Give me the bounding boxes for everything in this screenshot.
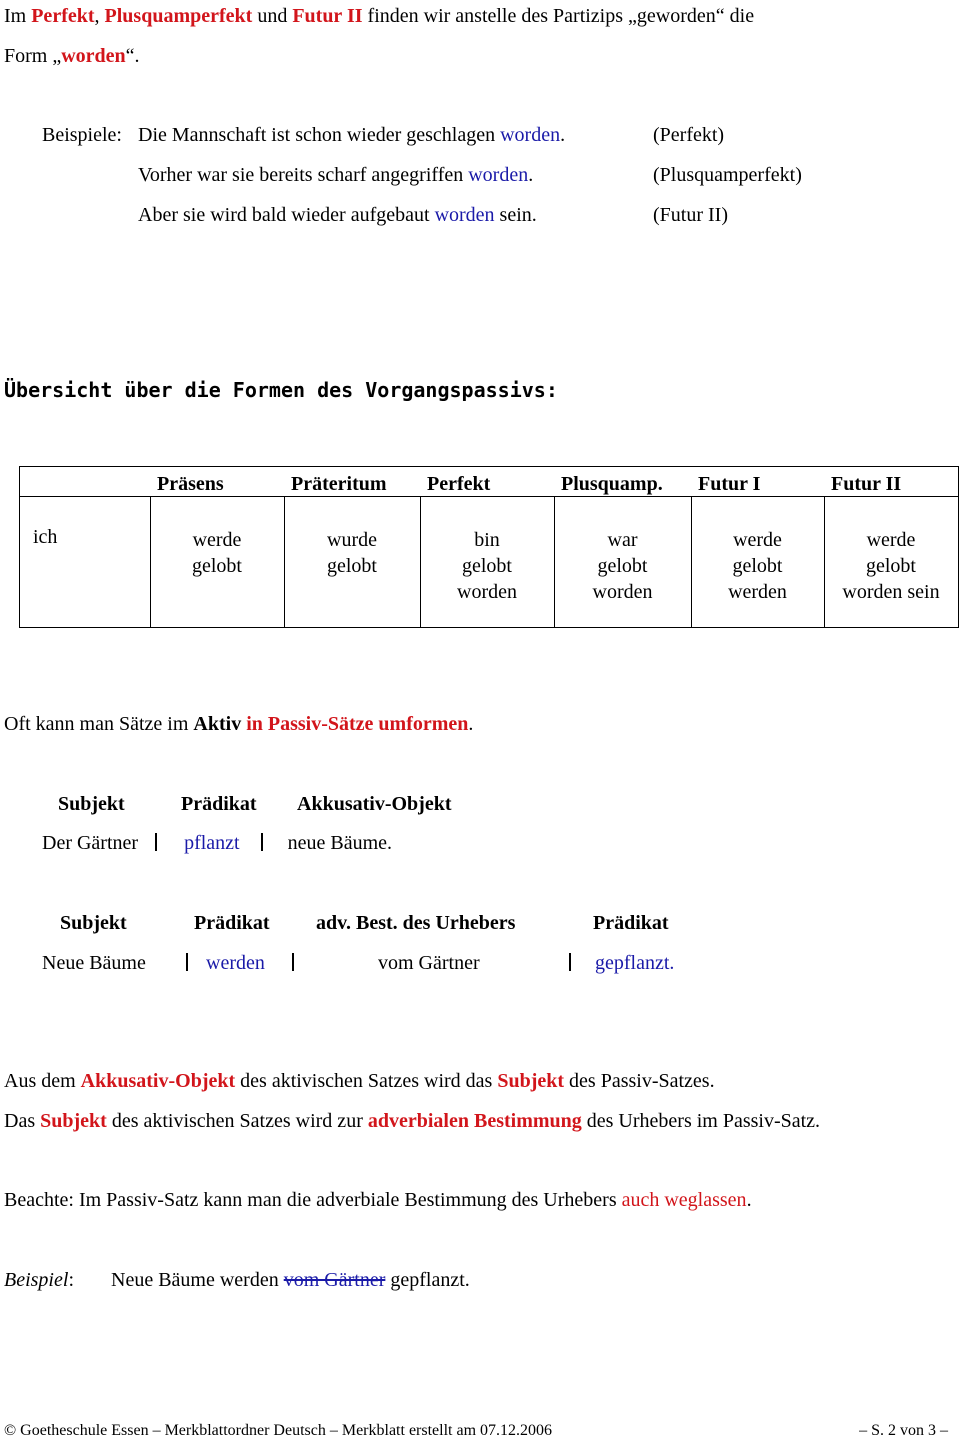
- cell-line: worden: [457, 581, 517, 603]
- intro-word: Im: [4, 5, 27, 27]
- separator: [292, 953, 294, 971]
- rule-text: Aus dem: [4, 1070, 76, 1092]
- passive-agent: vom Gärtner: [378, 952, 480, 974]
- passive-header-subject: Subjekt: [60, 912, 127, 934]
- rule-2: [4, 1111, 820, 1131]
- example2-text: Neue Bäume werden: [111, 1269, 279, 1291]
- cell-line: bin: [474, 529, 500, 551]
- table-cell: [150, 527, 284, 579]
- term-plusquamperfekt: Plusquamperfekt: [104, 5, 253, 27]
- separator: [569, 953, 571, 971]
- table-cell: [420, 527, 554, 605]
- term-akkusativ-objekt: Akkusativ-Objekt: [80, 1070, 236, 1092]
- cell-line: gelobt: [327, 555, 377, 577]
- cell-line: gelobt: [597, 555, 648, 577]
- passive-subject: Neue Bäume: [42, 952, 146, 974]
- active-header-predicate: Prädikat: [181, 793, 257, 815]
- table-row-label: ich: [33, 526, 58, 548]
- footer-left: © Goetheschule Essen – Merkblattordner Deutsch – Merkblatt erstellt am 07.12.2006: [4, 1422, 553, 1439]
- term-adverbiale-bestimmung: adverbialen Bestimmung: [367, 1110, 582, 1132]
- transform-text: Oft kann man Sätze im: [4, 713, 189, 735]
- term-futur-ii: Futur II: [292, 5, 363, 27]
- example-verb: worden: [468, 164, 529, 186]
- passive-participle: gepflanzt.: [595, 952, 675, 974]
- example2-sentence: [111, 1270, 470, 1290]
- rule-1: [4, 1071, 715, 1091]
- note-end: .: [746, 1189, 752, 1211]
- example-text: Vorher war sie bereits scharf angegriffen: [138, 164, 464, 186]
- separator: [261, 833, 263, 851]
- section-heading: Übersicht über die Formen des Vorgangspassivs:: [4, 378, 558, 402]
- intro-text: “.: [125, 45, 140, 67]
- example2-label-text: Beispiel: [4, 1269, 69, 1291]
- examples-label: Beispiele:: [42, 124, 122, 146]
- table-header: Präteritum: [291, 473, 387, 495]
- term-perfekt: Perfekt: [31, 5, 95, 27]
- table-header: Präsens: [157, 473, 224, 495]
- table-divider: [20, 496, 958, 497]
- table-cell: [824, 527, 958, 605]
- active-subject: Der Gärtner: [42, 832, 139, 854]
- cell-line: gelobt: [732, 555, 783, 577]
- cell-line: war: [607, 529, 638, 551]
- example2-label: [4, 1270, 74, 1290]
- separator: [186, 953, 188, 971]
- example-tense: (Plusquamperfekt): [653, 164, 802, 186]
- intro-word: und: [257, 5, 288, 27]
- example2-colon: :: [68, 1269, 74, 1291]
- active-sentence: [42, 833, 392, 853]
- cell-line: werde: [733, 529, 782, 551]
- active-verb: pflanzt: [184, 832, 240, 854]
- transform-end: .: [468, 713, 474, 735]
- passive-header-agent: adv. Best. des Urhebers: [316, 912, 516, 934]
- rule-text: des Urhebers im Passiv-Satz.: [586, 1110, 821, 1132]
- rule-text: des aktivischen Satzes wird zur: [111, 1110, 363, 1132]
- transform-sentence: [4, 714, 473, 734]
- cell-line: werde: [192, 529, 242, 551]
- note-text: Beachte: Im Passiv-Satz kann man die adverbiale Bestimmung des Urhebers: [4, 1189, 617, 1211]
- table-cell: [284, 527, 420, 579]
- example-text: Die Mannschaft ist schon wieder geschlagen: [138, 124, 496, 146]
- example-end: sein.: [494, 204, 537, 226]
- rule-text: des Passiv-Satzes.: [569, 1070, 715, 1092]
- cell-line: worden sein: [842, 581, 940, 603]
- active-header-object: Akkusativ-Objekt: [297, 793, 452, 815]
- passive-verb: werden: [206, 952, 265, 974]
- cell-line: gelobt: [866, 555, 916, 577]
- example-end: .: [528, 164, 534, 186]
- term-subjekt: Subjekt: [497, 1070, 565, 1092]
- separator: [155, 833, 157, 851]
- rule-text: Das: [4, 1110, 36, 1132]
- cell-line: worden: [592, 581, 653, 603]
- example2-struck-agent: vom Gärtner: [283, 1269, 386, 1291]
- table-header: Futur II: [831, 473, 902, 495]
- cell-line: werden: [728, 581, 787, 603]
- table-header: Perfekt: [427, 473, 491, 495]
- example-tense: (Perfekt): [653, 124, 725, 146]
- term-subjekt: Subjekt: [40, 1110, 107, 1132]
- rule-text: des aktivischen Satzes wird das: [240, 1070, 493, 1092]
- active-object: neue Bäume.: [287, 832, 392, 854]
- term-worden: worden: [61, 45, 126, 67]
- example-tense: (Futur II): [653, 204, 728, 226]
- cell-line: wurde: [327, 529, 377, 551]
- cell-line: gelobt: [192, 555, 242, 577]
- example-end: .: [560, 124, 566, 146]
- table-cell: [554, 527, 691, 605]
- cell-line: werde: [866, 529, 916, 551]
- cell-line: gelobt: [462, 555, 512, 577]
- table-cell: [691, 527, 824, 605]
- intro-line-2: [4, 46, 140, 66]
- intro-comma: ,: [94, 5, 100, 27]
- passive-header-predicate: Prädikat: [194, 912, 270, 934]
- example-text: Aber sie wird bald wieder aufgebaut: [138, 204, 430, 226]
- example-verb: worden: [500, 124, 561, 146]
- example-sentence: [138, 205, 537, 225]
- intro-line-1: [4, 6, 754, 26]
- active-header-subject: Subjekt: [58, 793, 125, 815]
- term-passiv: in Passiv-Sätze umformen: [246, 713, 469, 735]
- intro-text: Form „: [4, 45, 62, 67]
- table-header: Futur I: [698, 473, 761, 495]
- conjugation-table: [19, 466, 959, 628]
- table-header: Plusquamp.: [561, 473, 663, 495]
- example-sentence: [138, 125, 565, 145]
- example2-text: gepflanzt.: [390, 1269, 470, 1291]
- example-sentence: [138, 165, 533, 185]
- passive-header-predicate-2: Prädikat: [593, 912, 669, 934]
- term-weglassen: auch weglassen: [621, 1189, 747, 1211]
- footer-right: – S. 2 von 3 –: [859, 1422, 948, 1439]
- term-aktiv: Aktiv: [193, 713, 242, 735]
- intro-text: finden wir anstelle des Partizips „geworden“ die: [367, 5, 755, 27]
- note: [4, 1190, 752, 1210]
- example-verb: worden: [434, 204, 495, 226]
